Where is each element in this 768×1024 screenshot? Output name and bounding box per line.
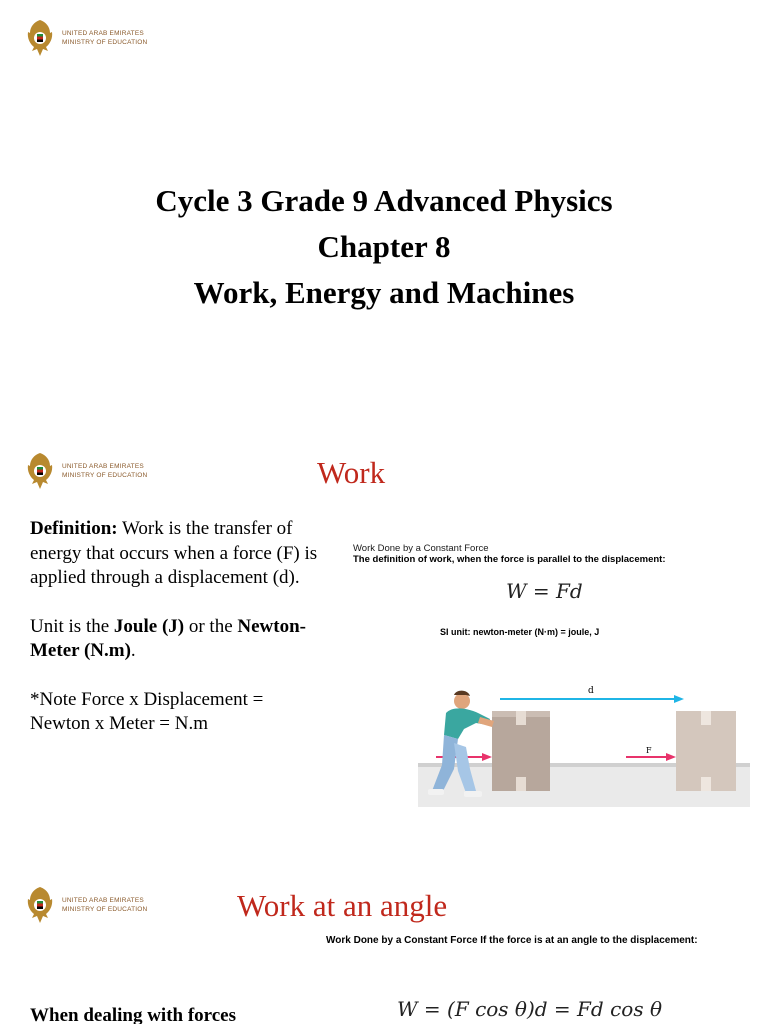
- work-formula: W = Fd: [506, 579, 583, 603]
- logo-line-1: UNITED ARAB EMIRATES: [62, 30, 144, 37]
- unit-joule: Joule (J): [113, 615, 185, 637]
- work-slide: [0, 415, 768, 855]
- title-slide: [0, 0, 768, 415]
- force-arrowhead-2: [666, 753, 676, 761]
- title-block: [0, 178, 768, 316]
- unit-text-mid: or the: [184, 615, 238, 637]
- ministry-logo: [24, 451, 147, 491]
- work-angle-slide: [0, 855, 768, 1024]
- uae-emblem-icon: [24, 451, 56, 491]
- note-line-2: Newton x Meter = N.m: [30, 713, 208, 734]
- label-f2: F: [646, 746, 652, 755]
- course-title: Cycle 3 Grade 9 Advanced Physics: [155, 183, 613, 218]
- displacement-arrowhead: [674, 695, 684, 703]
- force-arrowhead-1: [482, 753, 492, 761]
- unit-newton-meter: Newton-Meter (N.m): [30, 615, 307, 661]
- logo-line-2: MINISTRY OF EDUCATION: [62, 906, 148, 913]
- work-illustration: [418, 673, 750, 807]
- box-final-tape: [701, 711, 711, 725]
- figure-caption-title: Work Done by a Constant Force: [353, 543, 489, 554]
- unit-paragraph: [30, 615, 348, 664]
- label-d: d: [588, 686, 594, 696]
- definition-text: Work is the transfer of energy that occurs when a force (F) is applied through a displacement (d).: [30, 518, 318, 588]
- ministry-logo: [24, 18, 147, 58]
- logo-line-1: UNITED ARAB EMIRATES: [62, 897, 144, 904]
- figure-caption-definition: The definition of work, when the force is parallel to the displacement:: [353, 554, 666, 565]
- ministry-logo: [24, 885, 147, 925]
- note-paragraph: [30, 688, 348, 737]
- logo-line-2: MINISTRY OF EDUCATION: [62, 39, 148, 46]
- definition-paragraph: [30, 517, 348, 591]
- angle-formula: W = (F cos θ)d = Fd cos θ: [397, 997, 662, 1021]
- figure-caption: [353, 543, 666, 565]
- box-initial-tape-bottom: [516, 777, 526, 791]
- definition-label: Definition:: [30, 518, 118, 539]
- chapter-number: Chapter 8: [317, 229, 451, 264]
- angle-body-text: When dealing with forces: [30, 1005, 237, 1024]
- slide-body: [30, 517, 348, 761]
- box-initial-tape: [516, 711, 526, 725]
- logo-line-2: MINISTRY OF EDUCATION: [62, 472, 148, 479]
- unit-text-post: .: [130, 640, 136, 661]
- slide-heading: Work at an angle: [237, 888, 448, 923]
- uae-emblem-icon: [24, 18, 56, 58]
- box-final-tape-bottom: [701, 777, 711, 791]
- unit-text-pre: Unit is the: [30, 615, 114, 637]
- slide-heading: Work: [317, 455, 386, 490]
- note-line-1: *Note Force x Displacement =: [30, 688, 264, 710]
- angle-caption: Work Done by a Constant Force If the force is at an angle to the displacement:: [326, 935, 698, 946]
- si-unit-note: SI unit: newton-meter (N·m) = joule, J: [440, 627, 600, 637]
- logo-line-1: UNITED ARAB EMIRATES: [62, 463, 144, 470]
- uae-emblem-icon: [24, 885, 56, 925]
- chapter-title: Work, Energy and Machines: [193, 275, 575, 310]
